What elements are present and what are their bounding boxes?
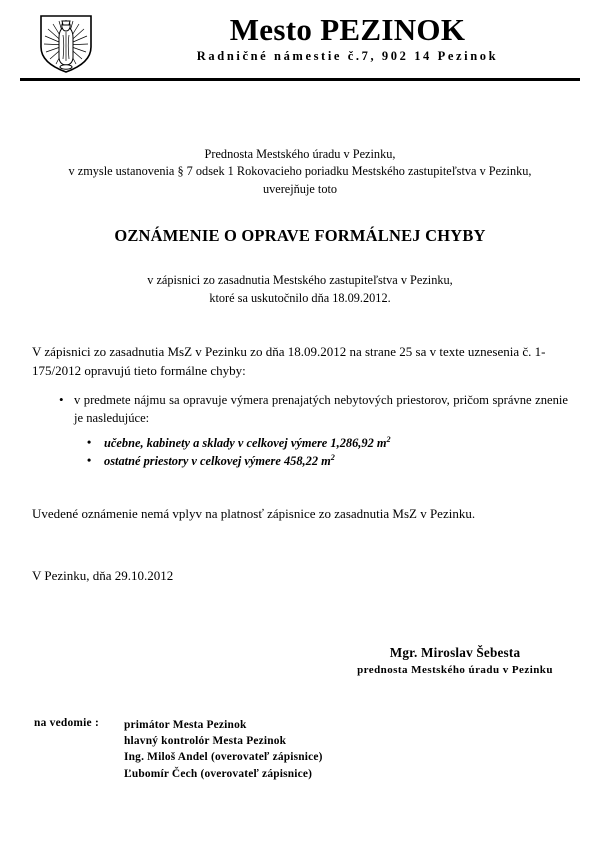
letterhead-text (20, 14, 580, 64)
letterhead-divider (20, 78, 580, 81)
document-title: OZNÁMENIE O OPRAVE FORMÁLNEJ CHYBY (114, 226, 486, 246)
letterhead (0, 0, 600, 76)
closing-paragraph: Uvedené oznámenie nemá vplyv na platnosť zápisnice zo zasadnutia MsZ v Pezinku. (32, 505, 476, 521)
subbullet-text: učebne, kabinety a sklady v celkovej výmere 1,286,92 m (104, 435, 387, 450)
pezinok-coat-of-arms-icon (40, 15, 92, 73)
document-content (0, 86, 600, 586)
cc-recipient-list (99, 717, 323, 782)
municipality-title: Mesto PEZINOK (229, 12, 466, 47)
subbullet-text: ostatné priestory v celkovej výmere 458,22 m (104, 454, 331, 469)
list-item (74, 452, 568, 471)
subtitle-line-2: ktoré sa uskutočnilo dňa 18.09.2012. (209, 290, 391, 305)
cc-block (34, 717, 323, 782)
intro-line-3: uverejňuje toto (262, 181, 338, 196)
signature-block (330, 645, 580, 676)
intro-line-2: v zmysle ustanovenia § 7 odsek 1 Rokovacieho poriadku Mestského zastupiteľstva v Pezinku, (68, 164, 532, 179)
list-item: Ľubomír Čech (overovateľ zápisnice) (124, 767, 313, 780)
subtitle-line-1: v zápisnici zo zasadnutia Mestského zastupiteľstva v Pezinku, (147, 273, 453, 288)
list-item: hlavný kontrolór Mesta Pezinok (124, 735, 287, 748)
list-item: primátor Mesta Pezinok (124, 719, 247, 731)
list-item (74, 434, 568, 453)
intro-line-1: Prednosta Mestského úradu v Pezinku, (204, 147, 396, 161)
unit-superscript: 2 (330, 453, 335, 463)
list-item: Ing. Miloš Andel (overovateľ zápisnice) (124, 751, 323, 764)
list-item (32, 392, 568, 471)
place-and-date: V Pezinku, dňa 29.10.2012 (32, 567, 174, 583)
unit-superscript: 2 (386, 434, 391, 444)
signatory-role: prednosta Mestského úradu v Pezinku (357, 664, 553, 676)
municipality-address: Radničné námestie č.7, 902 14 Pezinok (196, 48, 499, 63)
lead-paragraph: V zápisnici zo zasadnutia MsZ v Pezinku zo dňa 18.09.2012 na strane 25 sa v texte uznesenia č. 1-175/2012 opravujú tieto formálne chyby: (32, 344, 546, 379)
intro-block (32, 146, 568, 198)
subtitle-block (32, 272, 568, 307)
cc-label: na vedomie : (34, 717, 100, 729)
correction-list (32, 392, 568, 471)
bullet-text: v predmete nájmu sa opravuje výmera prenajatých nebytových priestorov, pričom správne znenie je nasledujúce: (74, 392, 568, 425)
correction-sublist (74, 434, 568, 471)
signatory-name: Mgr. Miroslav Šebesta (389, 645, 521, 660)
